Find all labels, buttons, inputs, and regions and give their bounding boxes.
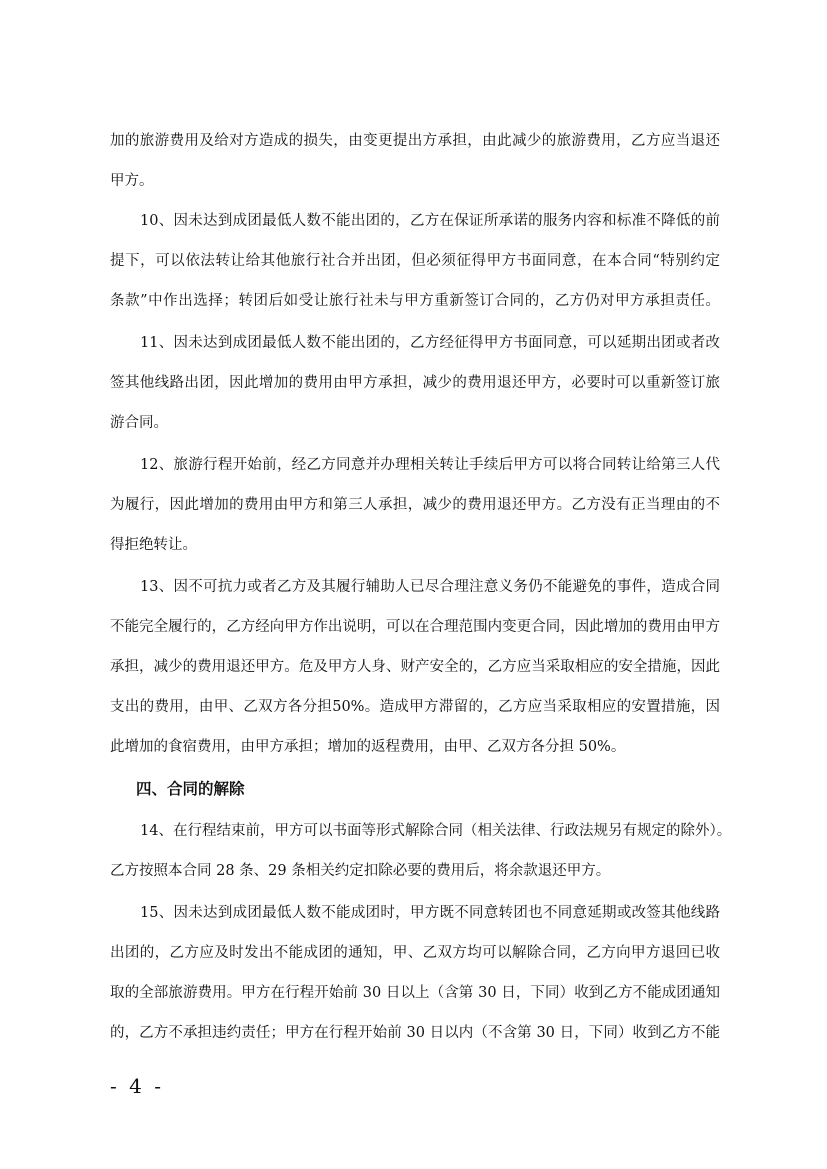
text-line: 甲方。	[110, 173, 154, 189]
text-line: 的，乙方不承担违约责任；甲方在行程开始前 30 日以内（不含第 30 日，下同）收到乙方不能	[110, 1025, 720, 1041]
text-line: 乙方按照本合同 28 条、29 条相关约定扣除必要的费用后，将余款退还甲方。	[110, 863, 611, 879]
text-line: 取的全部旅游费用。甲方在行程开始前 30 日以上（含第 30 日，下同）收到乙方不能成团通知	[110, 985, 720, 1001]
text-line: 得拒绝转让。	[110, 537, 197, 553]
text-line: 15、因未达到成团最低人数不能成团时，甲方既不同意转团也不同意延期或改签其他线路	[140, 905, 720, 921]
text-line: 为履行，因此增加的费用由甲方和第三人承担，减少的费用退还甲方。乙方没有正当理由的不	[110, 497, 720, 513]
text-line: 10、因未达到成团最低人数不能出团的，乙方在保证所承诺的服务内容和标准不降低的前	[140, 213, 720, 229]
text-line: 游合同。	[110, 415, 168, 431]
text-line: 加的旅游费用及给对方造成的损失，由变更提出方承担，由此减少的旅游费用，乙方应当退还	[110, 133, 720, 149]
text-line: 不能完全履行的，乙方经向甲方作出说明，可以在合理范围内变更合同，因此增加的费用由甲方	[110, 619, 720, 635]
text-line: 条款”中作出选择；转团后如受让旅行社未与甲方重新签订合同的，乙方仍对甲方承担责任。	[110, 293, 720, 309]
section-heading: 四、合同的解除	[136, 779, 245, 798]
page-number: - 4 -	[110, 1074, 164, 1098]
text-line: 14、在行程结束前，甲方可以书面等形式解除合同（相关法律、行政法规另有规定的除外）。	[140, 823, 732, 839]
text-line: 此增加的食宿费用，由甲方承担；增加的返程费用，由甲、乙双方各分担 50%。	[110, 739, 626, 755]
text-line: 提下，可以依法转让给其他旅行社合并出团，但必须征得甲方书面同意，在本合同“特别约定	[110, 253, 720, 269]
text-line: 支出的费用，由甲、乙双方各分担50%。造成甲方滞留的，乙方应当采取相应的安置措施，因	[110, 699, 720, 715]
text-line: 13、因不可抗力或者乙方及其履行辅助人已尽合理注意义务仍不能避免的事件，造成合同	[140, 579, 720, 595]
text-line: 出团的，乙方应及时发出不能成团的通知，甲、乙双方均可以解除合同，乙方向甲方退回已收	[110, 945, 720, 961]
text-line: 11、因未达到成团最低人数不能出团的，乙方经征得甲方书面同意，可以延期出团或者改	[140, 335, 720, 351]
text-line: 承担，减少的费用退还甲方。危及甲方人身、财产安全的，乙方应当采取相应的安全措施，因此	[110, 659, 720, 675]
text-line: 12、旅游行程开始前，经乙方同意并办理相关转让手续后甲方可以将合同转让给第三人代	[140, 457, 720, 473]
text-line: 签其他线路出团，因此增加的费用由甲方承担，减少的费用退还甲方，必要时可以重新签订旅	[110, 375, 720, 391]
